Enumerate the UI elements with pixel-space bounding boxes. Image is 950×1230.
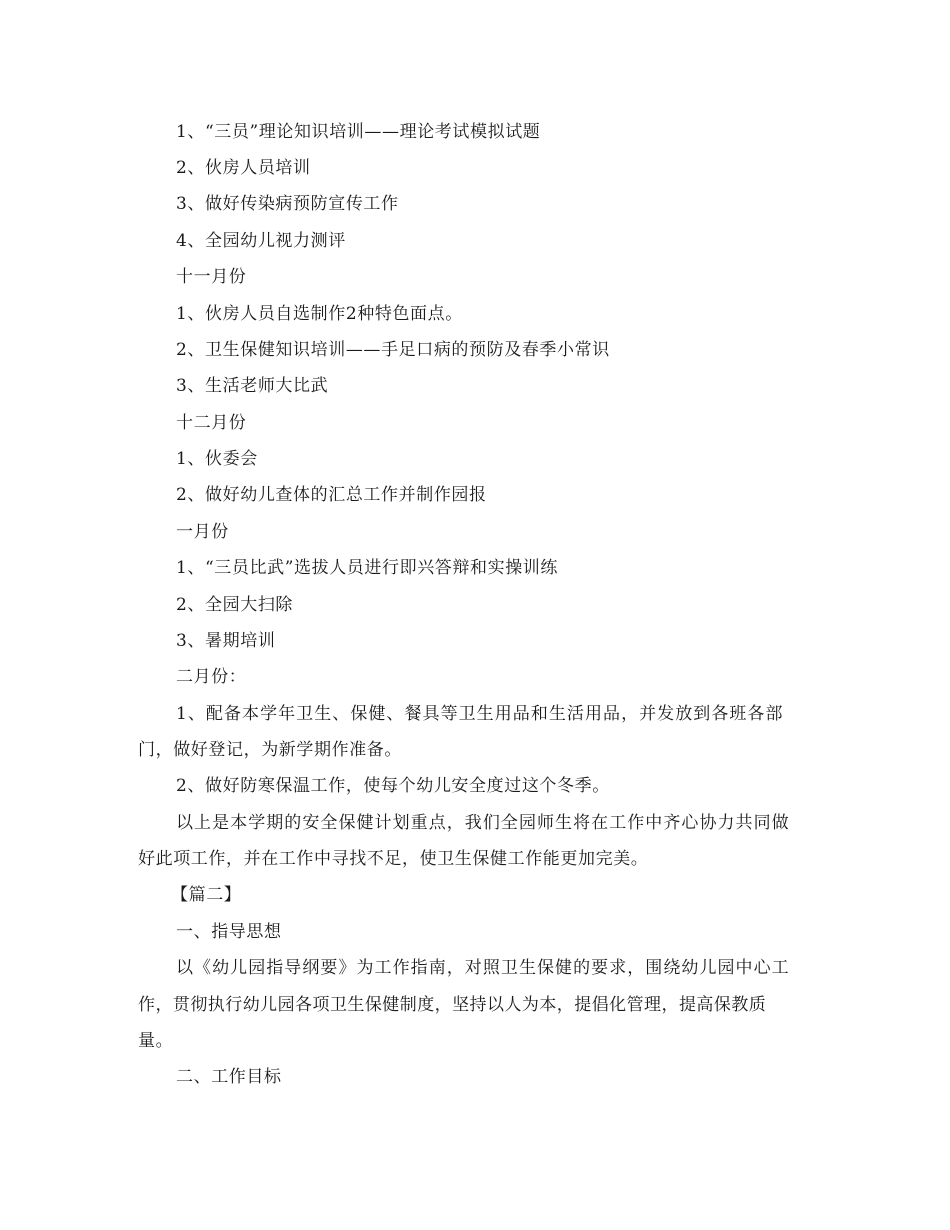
text-line-training-theory: 1、“三员”理论知识培训——理论考试模拟试题 xyxy=(176,122,541,142)
text-line-pastry: 1、伙房人员自选制作2种特色面点。 xyxy=(176,304,463,324)
paragraph-ideology-line-1: 以《幼儿园指导纲要》为工作指南，对照卫生保健的要求，围绕幼儿园中心工 xyxy=(176,958,790,978)
month-heading-december: 十二月份 xyxy=(176,413,247,433)
text-line-teacher-contest: 3、生活老师大比武 xyxy=(176,376,329,396)
month-heading-november: 十一月份 xyxy=(176,267,247,287)
text-line-kitchen-training: 2、伙房人员培训 xyxy=(176,158,311,178)
text-line-checkup-summary: 2、做好幼儿查体的汇总工作并制作园报 xyxy=(176,485,487,505)
paragraph-supplies-line-1: 1、配备本学年卫生、保健、餐具等卫生用品和生活用品，并发放到各班各部 xyxy=(176,704,784,724)
paragraph-summary-line-2: 好此项工作，并在工作中寻找不足，使卫生保健工作能更加完美。 xyxy=(138,849,649,869)
section-heading-part-two: 【篇二】 xyxy=(171,885,242,905)
text-line-health-knowledge: 2、卫生保健知识培训——手足口病的预防及春季小常识 xyxy=(176,340,610,360)
text-line-summer-training: 3、暑期培训 xyxy=(176,631,276,651)
month-heading-february: 二月份： xyxy=(176,667,247,687)
heading-guiding-ideology: 一、指导思想 xyxy=(176,922,282,942)
heading-work-goals: 二、工作目标 xyxy=(176,1067,282,1087)
paragraph-ideology-line-3: 量。 xyxy=(138,1031,174,1051)
paragraph-summary-line-1: 以上是本学期的安全保健计划重点，我们全园师生将在工作中齐心协力共同做 xyxy=(176,813,790,833)
text-line-vision-test: 4、全园幼儿视力测评 xyxy=(176,231,346,251)
text-line-cleaning: 2、全园大扫除 xyxy=(176,595,294,615)
text-line-selection-contest: 1、“三员比武”选拔人员进行即兴答辩和实操训练 xyxy=(176,558,558,578)
paragraph-supplies-line-2: 门，做好登记，为新学期作准备。 xyxy=(138,740,402,760)
text-line-winter-care: 2、做好防寒保温工作，使每个幼儿安全度过这个冬季。 xyxy=(176,776,610,796)
month-heading-january: 一月份 xyxy=(176,522,229,542)
paragraph-ideology-line-2: 作，贯彻执行幼儿园各项卫生保健制度，坚持以人为本，提倡化管理，提高保教质 xyxy=(138,995,767,1015)
text-line-disease-prevention: 3、做好传染病预防宣传工作 xyxy=(176,194,399,214)
text-line-committee: 1、伙委会 xyxy=(176,449,258,469)
